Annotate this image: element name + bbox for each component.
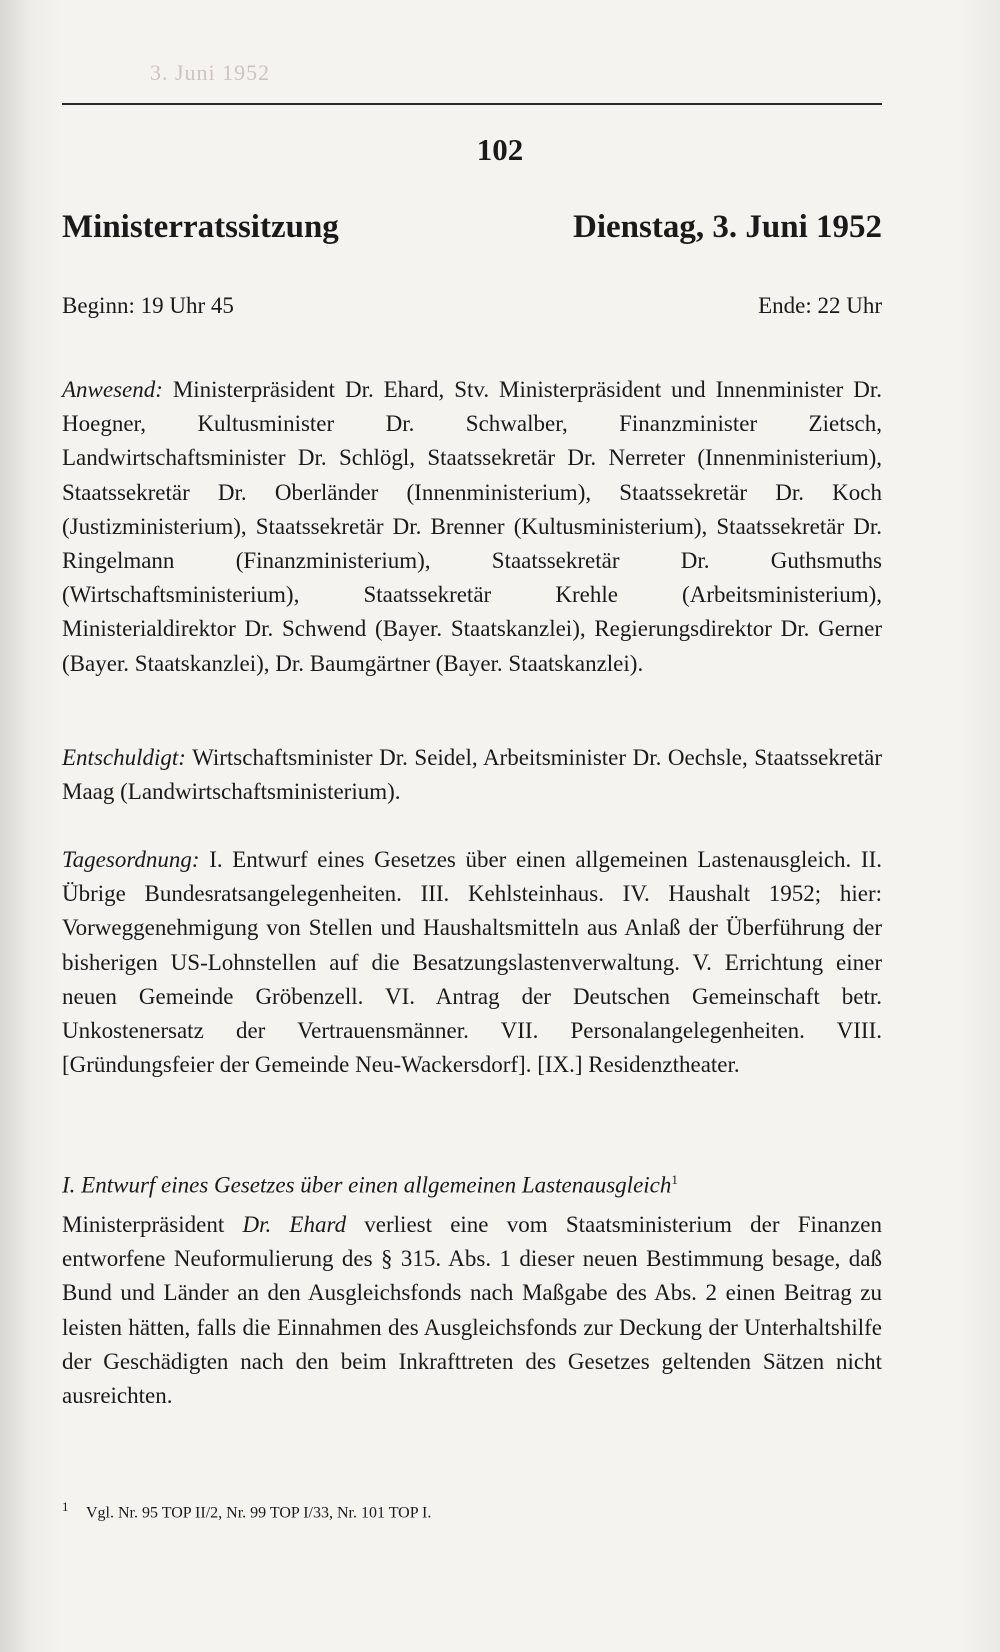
agenda-label: Tagesordnung: (62, 847, 200, 872)
footnote (62, 1499, 882, 1522)
title-row (62, 209, 882, 246)
agenda-paragraph (62, 843, 882, 1082)
attendees-label: Anwesend: (62, 377, 163, 402)
footnote-number: 1 (62, 1499, 69, 1514)
excused-text: Wirtschaftsminister Dr. Seidel, Arbeitsminister Dr. Oechsle, Staatssekretär Maag (Landwirtschaftsministerium). (62, 745, 882, 805)
end-time: Ende: 22 Uhr (758, 293, 882, 318)
time-row (62, 293, 882, 319)
section-body-b: verliest eine vom Staatsministerium der Finanzen entworfene Neuformulierung des § 315. Abs. 1 dieser neuen Bestimmung besage, daß Bund und Länder an den Ausgleichsfonds nach Maßgabe des Abs. 2 einen Beitrag zu leisten hätten, falls die Einnahmen des Ausgleichsfonds zur Deckung der Unterhaltshilfe der Geschädigten nach den beim Inkrafttreten des Gesetzes geltenden Sätzen nicht ausreichten. (62, 1212, 883, 1409)
header-rule (62, 103, 882, 105)
attendees-text: Ministerpräsident Dr. Ehard, Stv. Ministerpräsident und Innenminister Dr. Hoegner, Kultusminister Dr. Schwalber, Finanzminister Zietsch, Landwirtschaftsminister Dr. Schlögl, Staatssekretär Dr. Nerreter (Innenministerium), Staatssekretär Dr. Oberländer (Innenministerium), Staatssekretär Dr. Koch (Justizministerium), Staatssekretär Dr. Brenner (Kultusministerium), Staatssekretär Dr. Ringelmann (Finanzministerium), Staatssekretär Dr. Guthsmuths (Wirtschaftsministerium), Staatssekretär Krehle (Arbeitsministerium), Ministerialdirektor Dr. Schwend (Bayer. Staatskanzlei), Regierungsdirektor Dr. Gerner (Bayer. Staatskanzlei), Dr. Baumgärtner (Bayer. Staatskanzlei). (62, 377, 882, 676)
section-body (62, 1208, 882, 1413)
meeting-date: Dienstag, 3. Juni 1952 (573, 209, 882, 245)
agenda-text: I. Entwurf eines Gesetzes über einen allgemeinen Lastenausgleich. II. Übrige Bundesratsangelegenheiten. III. Kehlsteinhaus. IV. Haushalt 1952; hier: Vorweggenehmigung von Stellen und Haushaltsmitteln aus Anlaß der Überführung der bisherigen US-Lohnstellen auf die Besatzungslastenverwaltung. V. Errichtung einer neuen Gemeinde Gröbenzell. VI. Antrag der Deutschen Gemeinschaft betr. Unkostenersatz der Vertrauensmänner. VII. Personalangelegenheiten. VIII. [Gründungsfeier der Gemeinde Neu-Wackersdorf]. [IX.] Residenztheater. (62, 847, 882, 1078)
excused-paragraph (62, 741, 882, 809)
meeting-title: Ministerratssitzung (62, 209, 339, 245)
speaker-name: Dr. Ehard (242, 1212, 347, 1237)
section-heading-text: I. Entwurf eines Gesetzes über einen allgemeinen Lastenausgleich (62, 1172, 672, 1198)
section-heading (62, 1172, 882, 1199)
excused-label: Entschuldigt: (62, 745, 186, 770)
footnote-reference: 1 (671, 1172, 678, 1187)
attendees-paragraph (62, 373, 882, 681)
section-body-a: Ministerpräsident (62, 1212, 243, 1237)
begin-time: Beginn: 19 Uhr 45 (62, 293, 234, 318)
bleed-through-text: 3. Juni 1952 (150, 60, 271, 85)
footnote-text: Vgl. Nr. 95 TOP II/2, Nr. 99 TOP I/33, Nr. 101 TOP I. (86, 1504, 432, 1522)
document-number: 102 (476, 132, 524, 167)
